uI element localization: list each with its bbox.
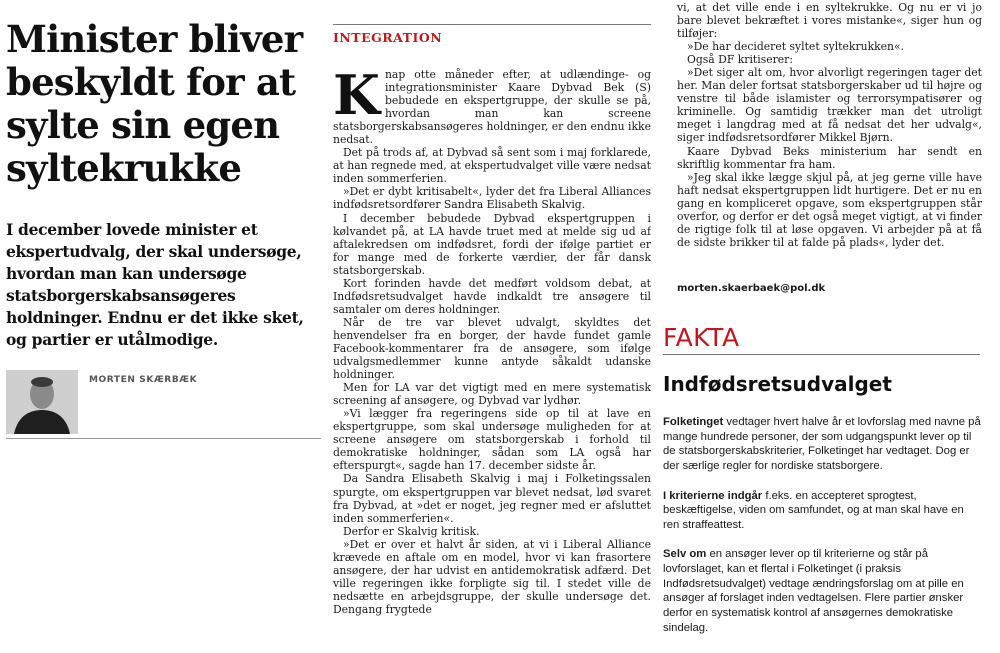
body-paragraph: I december bebudede Dybvad ekspertgruppen i kølvandet på, at LA havde truet med at melde sig ud af aftalekredsen om indfødsret, fordi der ifølge partiet er for mange med de forkerte værdier, der får dansk statsborgerskab. [333, 211, 651, 277]
continued-paragraph: vi, at det ville ende i en syltekrukke. Og nu er vi jo bare blevet bekræftet i vores mistanke«, siger hun og tilføjer: [677, 1, 982, 41]
body-paragraph: »Jeg skal ikke lægge skjul på, at jeg gerne ville have haft nedsat ekspertgruppen lidt hurtigere. Det er nu en gang en kompliceret opgave, som ekspertgruppen står overfor, og derfor er det også meget vigtigt, at vi finder de rigtige folk til at løse opgaven. Vi arbejder på at få de sidste brikker til at falde på plads«, lyder det. [677, 170, 982, 249]
fakta-item-lead: I kriterierne indgår [663, 489, 763, 502]
body-paragraph: Kaare Dybvad Beks ministerium har sendt en skriftlig kommentar fra ham. [677, 144, 982, 171]
section-rule [333, 24, 651, 25]
fakta-item-text: f.eks. en accepteret sprogtest, beskæftigelse, viden om samfundet, og at man skal have en ren straffeattest. [663, 489, 964, 531]
fakta-item-lead: Folketinget [663, 416, 724, 428]
article-column-2 [677, 1, 982, 291]
dropcap: K [333, 68, 380, 127]
body-paragraph: Når de tre var blevet udvalgt, skyldtes det henvendelser fra en borger, der havde fundet gamle Facebook-kommentarer fra de ansøgere, som ifølge udvalgsmedlemmer kunne antyde såkaldt udanske holdninger. [333, 315, 651, 382]
fakta-title: Indfødsretsudvalget [663, 372, 892, 396]
fakta-box [663, 415, 983, 650]
fakta-item-text: vedtager hvert halve år et lovforslag med navne på mange hundrede personer, der som udgangspunkt lever op til de statsborgerskabskriterier, Folketinget har vedtaget. Dog er der særlige regler for nordiske statsborgere. [663, 416, 981, 473]
section-label: INTEGRATION [333, 30, 443, 45]
fakta-item [663, 415, 983, 474]
byline [6, 370, 321, 439]
body-paragraph: Derfor er Skalvig kritisk. [343, 524, 480, 538]
headline: Minister bliver beskyldt for at sylte sin egen syltekrukke [6, 17, 303, 190]
fakta-item-text: en ansøger lever op til kriterierne og står på lovforslaget, kan et flertal i Folketinget (i praksis Indfødsretsudvalget) vedtage ændringsforslag om at pille en ansøger af forslaget inden vedtagelsen. Flere partier ønsker derfor en systematisk kontrol af ansøgernes demokratiske sindelag. [663, 548, 964, 634]
lead-text: nap otte måneder efter, at udlændinge- og integrationsminister Kaare Dybvad Bek (S) bebudede en ekspertgruppe, der skulle se på, hvordan man kan screene statsborgerskabsansøgeres holdninger, er den endnu ikke nedsat. [333, 68, 651, 147]
fakta-item-lead: Selv om [663, 548, 707, 561]
author-email[interactable]: morten.skaerbaek@pol.dk [677, 283, 826, 294]
body-paragraph: »Vi lægger fra regeringens side op til at lave en ekspertgruppe, som skal undersøge muligheden for at screene ansøgere om statsborgerskab i forhold til demokratiske holdninger, sådan som LA også har efterspurgt«, sagde han 17. december sidste år. [333, 407, 651, 473]
body-paragraph: »Det er over et halvt år siden, at vi i Liberal Alliance krævede en aftale om en model, hvor vi kan frasortere ansøgere, der har udvist en antidemokratisk adfærd. Det ville regeringen ikke forpligte sig til. I stedet ville de nedsætte en arbejdsgruppe, der skulle undersøge det. Dengang frygtede [333, 537, 651, 616]
author-photo [6, 370, 78, 434]
article-column-1 [333, 68, 651, 643]
lead-paragraph [333, 68, 651, 146]
body-paragraph: Men for LA var det vigtigt med en mere systematisk screening af ansøgere, og Dybvad var lydhør. [333, 381, 651, 408]
body-paragraph: Også DF kritiserer: [687, 53, 793, 67]
fakta-item [663, 547, 983, 635]
body-paragraph: Kort forinden havde det medført voldsom debat, at Indfødsretsudvalget havde indkaldt tre ansøgere til samtaler om deres holdninger. [333, 276, 651, 316]
fakta-rule [663, 354, 980, 355]
author-portrait-icon [6, 370, 78, 434]
body-paragraph: »Det er dybt kritisabelt«, lyder det fra Liberal Alliances indfødsretsordfører Sandra Elisabeth Skalvig. [333, 185, 651, 212]
body-paragraph: Da Sandra Elisabeth Skalvig i maj i Folketingssalen spurgte, om ekspertgruppen var blevet nedsat, lød svaret fra Dybvad, at »det er noget, jeg regner med er afsluttet inden sommerferien«. [333, 472, 651, 525]
subheadline: I december lovede minister et ekspertudvalg, der skal undersøge, hvordan man kan undersøge statsborgerskabsansøgeres holdninger. Endnu er det ikke sket, og partier er utålmodige. [6, 220, 304, 349]
author-name: MORTEN SKÆRBÆK [89, 375, 198, 385]
body-paragraph: »De har decideret syltet syltekrukken«. [687, 40, 905, 54]
body-paragraph: »Det siger alt om, hvor alvorligt regeringen tager det her. Man deler fortsat statsborgerskaber ud til højre og venstre til både islamister og terrorsympatisører og kriminelle. Og samtidig trækker man det utroligt meget i langdrag med at få nedsat det her udvalg«, siger indfødsretsordfører Mikkel Bjørn. [677, 66, 982, 145]
fakta-item [663, 489, 983, 533]
fakta-label: FAKTA [663, 323, 740, 352]
body-paragraph: Det på trods af, at Dybvad så sent som i maj forklarede, at han regnede med, at ekspertudvalget ville være nedsat inden sommerferien. [333, 146, 651, 186]
